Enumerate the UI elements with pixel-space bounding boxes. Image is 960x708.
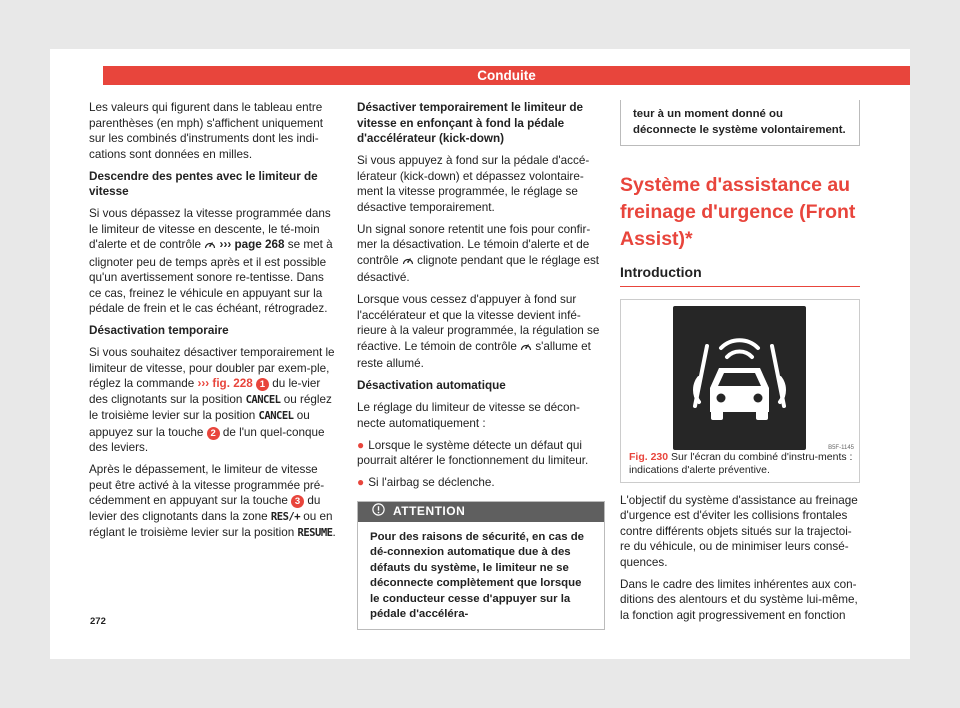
paragraph-objectif: L'objectif du système d'assistance au freinage d'urgence est d'éviter les collisions frontales contre différents objets situés sur la trajectoi-re du véhicule, ou de minimiser leurs consé-quences. <box>620 493 858 569</box>
figure-230 <box>620 299 860 483</box>
attention-icon <box>372 503 385 521</box>
chapter-header <box>103 66 910 85</box>
figure-caption: Fig. 230 Sur l'écran du combiné d'instru-ments : indications d'alerte préventive. <box>629 450 853 476</box>
heading-temporaire: Désactivation temporaire <box>89 324 229 337</box>
attention-title: ATTENTION <box>393 503 466 518</box>
paragraph-temporaire: Si vous souhaitez désactiver temporairement le limiteur de vitesse, pour doubler par exem-ple, réglez la commande ››› fig. 228 1 du le-vier des clignotants sur la position CANCEL ou réglez le troisième levier sur la position CANCEL ou appuyez sur la touche 2 de l'un quel-conque des leviers. <box>89 346 335 454</box>
figure-reference-link[interactable]: ››› fig. 228 <box>197 377 253 390</box>
callout-number-2: 2 <box>207 427 220 440</box>
attention-text: Pour des raisons de sécurité, en cas de dé-connexion automatique due à des défauts du système, le limiteur ne se déconnecte complètement que lorsque le conducteur cesse d'appuyer sur la pédale d'accéléra- <box>370 530 584 620</box>
paragraph-signal: Un signal sonore retentit une fois pour confir-mer la désactivation. Le témoin d'alerte et de contrôle clignote pendant que le réglage est désactivé. <box>357 222 600 284</box>
heading-auto: Désactivation automatique <box>357 379 506 392</box>
cancel-position-label: CANCEL <box>245 393 281 406</box>
speed-limiter-icon <box>204 239 216 255</box>
chapter-title: Conduite <box>477 68 536 83</box>
column-2 <box>357 100 605 630</box>
speed-limiter-icon <box>520 341 532 357</box>
manual-page <box>50 49 910 659</box>
cancel-position-label-2: CANCEL <box>258 410 294 422</box>
subsection-heading: Introduction <box>620 265 860 287</box>
page-number: 272 <box>90 616 106 627</box>
bullet-item-2: ● Si l'airbag se déclenche. <box>357 475 495 489</box>
res-plus-label: RES/+ <box>270 510 301 523</box>
bullet-icon: ● <box>357 475 365 489</box>
attention-continuation: teur à un moment donné ou déconnecte le système volontairement. <box>620 100 860 146</box>
intro-paragraph: Les valeurs qui figurent dans le tableau entre parenthèses (en mph) s'affichent uniquement sur les combinés d'instruments dont les indi-cations sont données en milles. <box>89 101 323 161</box>
speed-limiter-icon <box>402 255 414 271</box>
page-reference-link[interactable]: ››› page 268 <box>219 238 285 251</box>
callout-number-1: 1 <box>256 378 269 391</box>
attention-box <box>357 501 605 630</box>
heading-descente: Descendre des pentes avec le limiteur de vitesse <box>89 169 318 198</box>
bullet-icon: ● <box>357 437 365 452</box>
column-3 <box>620 100 860 630</box>
paragraph-descente: Si vous dépassez la vitesse programmée dans le limiteur de vitesse en descente, le té-moin d'alerte et de contrôle ››› page 268 se met à clignoter peu de temps après et il est possible qu'un avertissement sonore re-tentisse. Dans ce cas, freinez le véhicule en appuyant sur la pédale de frein et le cas échéant, rétrogradez. <box>89 207 333 315</box>
figure-label: Fig. 230 <box>629 450 669 463</box>
instrument-screen <box>673 306 806 450</box>
paragraph-auto: Le réglage du limiteur de vitesse se décon-necte automatiquement : <box>357 401 580 430</box>
column-1 <box>89 100 337 548</box>
paragraph-apres: Après le dépassement, le limiteur de vitesse peut être activé à la vitesse programmée pré-cédemment en appuyant sur la touche 3 du levier des clignotants dans la zone RES/+ ou en réglant le troisième levier sur la position RESUME. <box>89 463 336 539</box>
paragraph-limites: Dans le cadre des limites inhérentes aux con-ditions des alentours et du système lui-même, la fonction agit progressivement en fonction <box>620 577 858 622</box>
paragraph-kick-down: Si vous appuyez à fond sur la pédale d'accé-lérateur (kick-down) et dépassez volontaire-ment la vitesse programmée, le réglage se désactive temporairement. <box>357 154 590 214</box>
heading-kick-down: Désactiver temporairement le limiteur de vitesse en enfonçant à fond la pédale d'accélérateur (kick-down) <box>357 101 584 145</box>
front-assist-warning-icon <box>673 306 806 450</box>
callout-number-3: 3 <box>291 495 304 508</box>
section-title: Système d'assistance au freinage d'urgence (Front Assist)* <box>620 174 856 250</box>
attention-header <box>358 502 604 522</box>
figure-code: B5F-1145 <box>828 444 854 451</box>
resume-position-label: RESUME <box>297 527 333 539</box>
bullet-item-1: ● Lorsque le système détecte un défaut qui pourrait altérer le fonctionnement du limiteur. <box>357 437 589 467</box>
paragraph-cessez: Lorsque vous cessez d'appuyer à fond sur l'accélérateur et que la vitesse devient infé-rieure à la valeur programmée, la régulation se réactive. Le témoin de contrôle s'allume et reste allumé. <box>357 293 600 370</box>
